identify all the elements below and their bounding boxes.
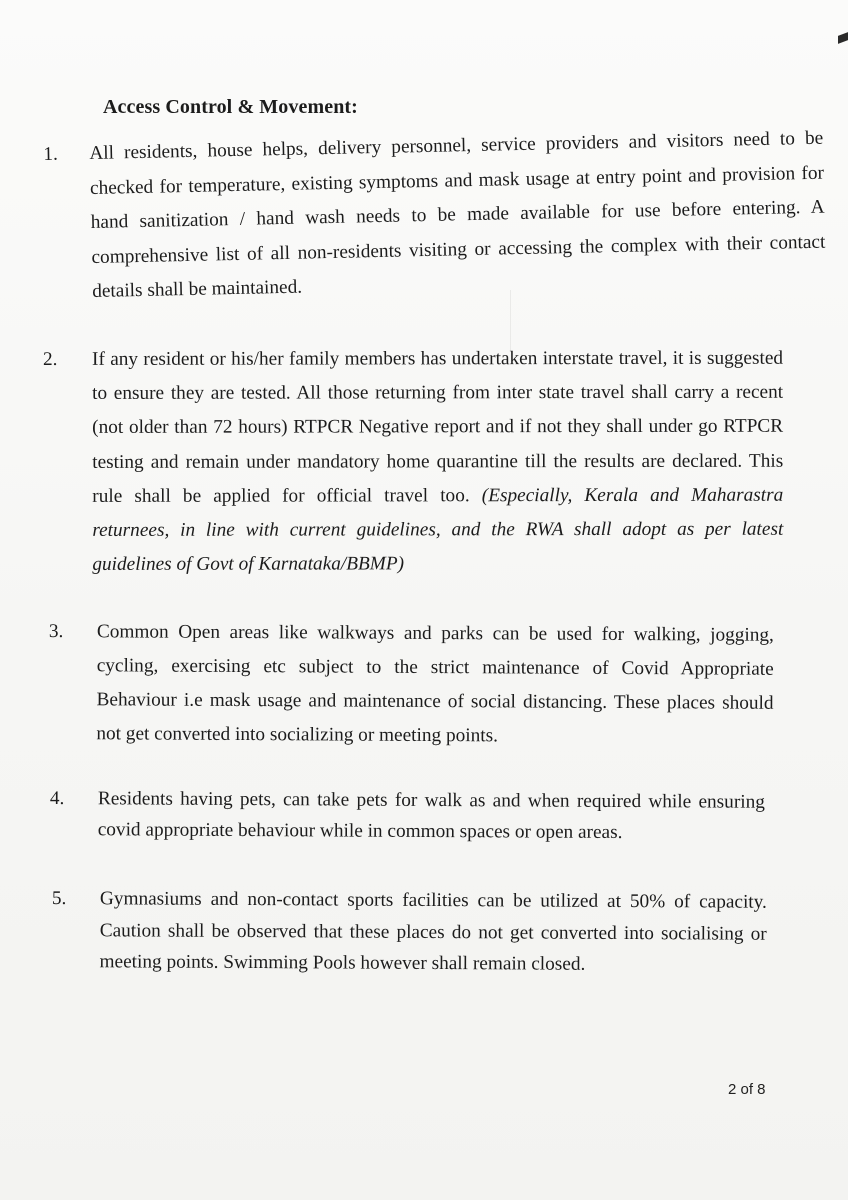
corner-scan-mark	[838, 32, 848, 44]
list-item-italic-note: (Especially, Kerala and Maharastra returnees, in line with current guidelines, and the RWA shall adopt as per latest guidelines of Govt of Karnataka/BBMP)	[92, 484, 784, 576]
list-item-text: Common Open areas like walkways and parks can be used for walking, jogging, cycling, exercising etc subject to the strict maintenance of Covid Appropriate Behaviour i.e mask usage and maintenance of social distancing. These places should not get converted into socializing or meeting points.	[96, 621, 774, 747]
page-number: 2 of 8	[728, 1081, 766, 1098]
section-heading: Access Control & Movement:	[103, 96, 358, 118]
list-item-number: 1.	[43, 143, 59, 165]
list-item-text: If any resident or his/her family members has undertaken interstate travel, it is suggested to ensure they are tested. All those returning from inter state travel shall carry a recent (not older than 72 hours) RTPCR Negative report and if not they shall under go RTPCR testing and remain under mandatory home quarantine till the results are declared. This rule shall be applied for official travel too. (Especially, Kerala and Maharastra returnees, in line with current guidelines, and the RWA shall adopt as per latest guidelines of Govt of Karnataka/BBMP)	[92, 347, 784, 576]
list-item-text: Residents having pets, can take pets for walk as and when required while ensuring covid appropriate behaviour while in common spaces or open areas.	[97, 788, 765, 843]
list-item-number: 2.	[43, 348, 58, 370]
list-item-3	[48, 615, 774, 755]
list-item-1	[43, 122, 826, 311]
list-item-text: Gymnasiums and non-contact sports facilities can be utilized at 50% of capacity. Caution shall be observed that these places do not get converted into socialising or meeting points. Swimming Pools however shall remain closed.	[99, 888, 767, 975]
list-item-number: 4.	[49, 787, 65, 810]
list-item-4	[50, 783, 765, 849]
list-item-2	[43, 342, 783, 583]
list-item-5	[52, 883, 767, 981]
list-item-number: 3.	[48, 620, 64, 643]
list-item-text: All residents, house helps, delivery personnel, service providers and visitors need to be checked for temperature, existing symptoms and mask usage at entry point and provision for hand sanitization / hand wash needs to be made available for use before entering. A comprehensive list of all non-residents visiting or accessing the complex with their contact details shall be maintained.	[89, 127, 826, 303]
list-item-number: 5.	[51, 887, 67, 910]
